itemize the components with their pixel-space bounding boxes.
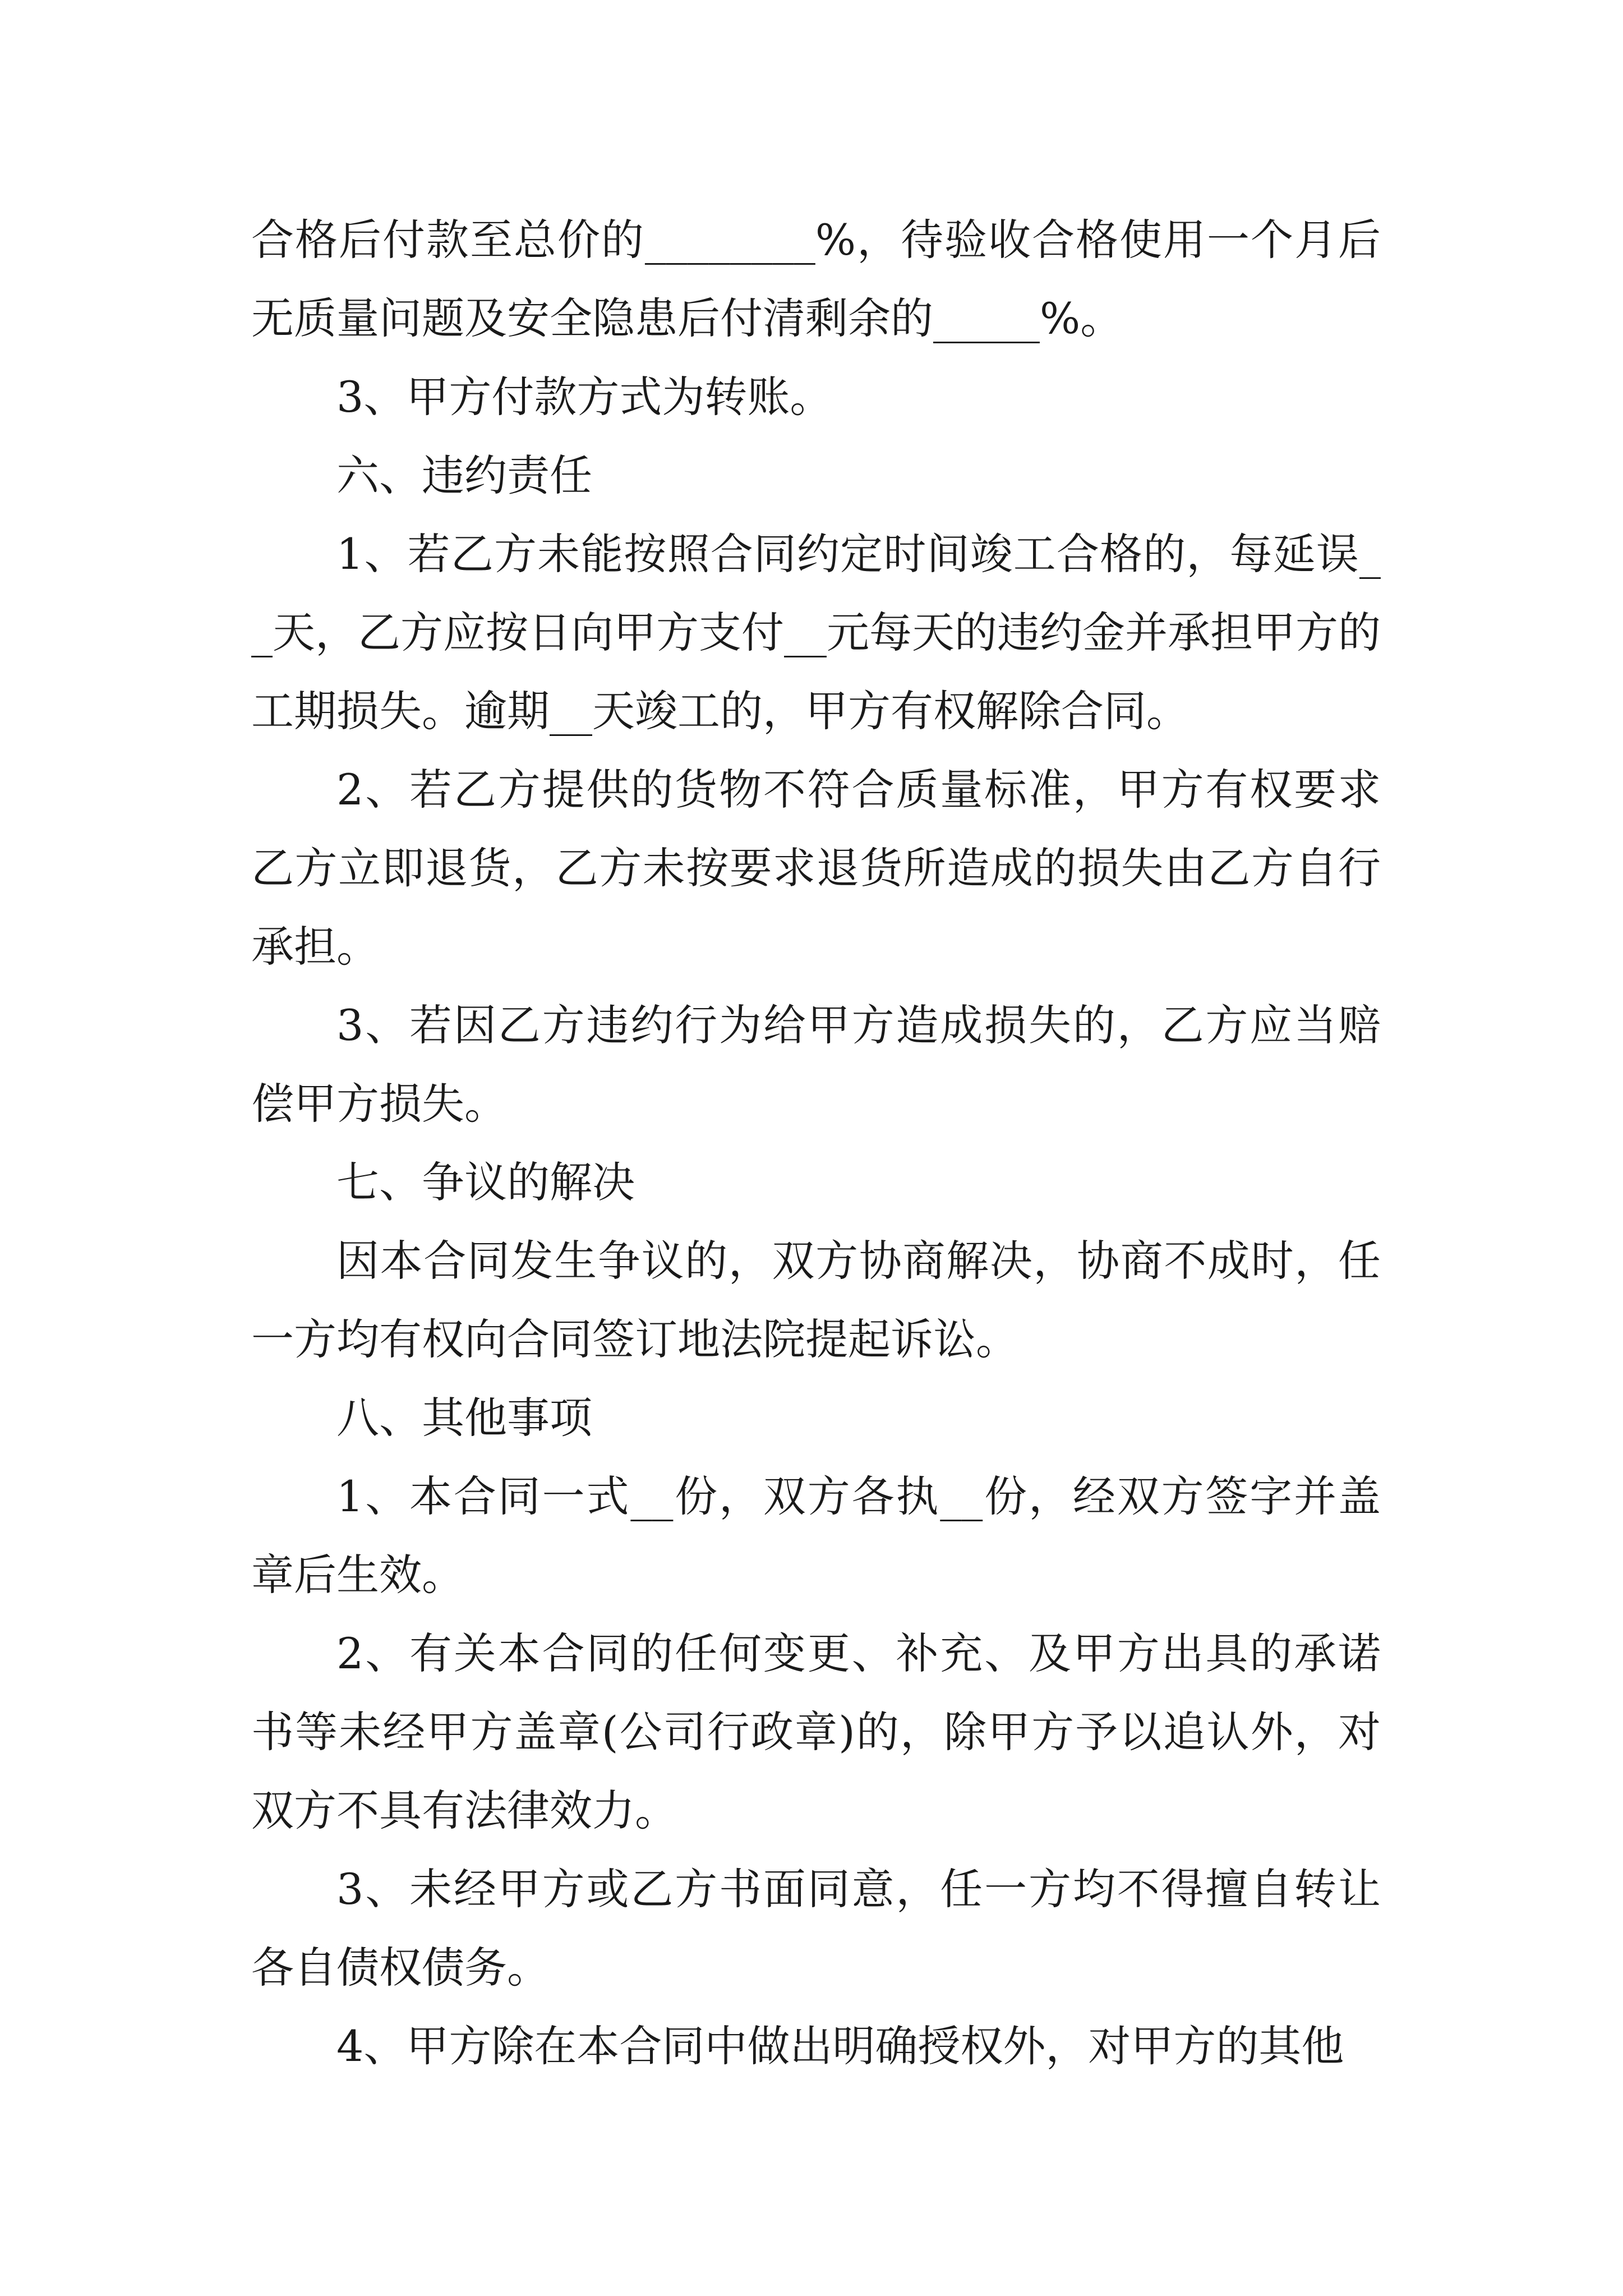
paragraph-loss-compensation: 3、若因乙方违约行为给甲方造成损失的，乙方应当赔偿甲方损失。: [251, 1000, 1381, 1129]
paragraph-authorization: 4、甲方除在本合同中做出明确授权外，对甲方的其他: [336, 2021, 1344, 2071]
paragraph-amendments: 2、有关本合同的任何变更、补充、及甲方出具的承诺书等未经甲方盖章(公司行政章)的，除甲方予以追认外，对双方不具有法律效力。: [251, 1628, 1381, 1835]
section-heading-other-matters: 八、其他事项: [336, 1393, 592, 1443]
paragraph-dispute-litigation: 因本合同发生争议的，双方协商解决，协商不成时，任一方均有权向合同签订地法院提起诉讼。: [251, 1236, 1381, 1364]
section-heading-dispute-resolution: 七、争议的解决: [336, 1157, 635, 1207]
paragraph-delay-penalty: 1、若乙方未能按照合同约定时间竣工合格的，每延误__天，乙方应按日向甲方支付__元每天的违约金并承担甲方的工期损失。逾期__天竣工的，甲方有权解除合同。: [251, 529, 1381, 736]
document-body: [251, 201, 1381, 2086]
section-heading-breach-liability: 六、违约责任: [336, 450, 592, 500]
paragraph-quality-return: 2、若乙方提供的货物不符合质量标准，甲方有权要求乙方立即退货，乙方未按要求退货所造成的损失由乙方自行承担。: [251, 765, 1381, 972]
paragraph-payment-method: 3、甲方付款方式为转账。: [336, 372, 833, 422]
paragraph-copies-effectiveness: 1、本合同一式__份，双方各执__份，经双方签字并盖章后生效。: [251, 1471, 1381, 1600]
paragraph-assignment: 3、未经甲方或乙方书面同意，任一方均不得擅自转让各自债权债务。: [251, 1864, 1381, 1993]
paragraph-payment-terms-continued: 合格后付款至总价的________%，待验收合格使用一个月后无质量问题及安全隐患后付清剩余的_____%。: [251, 215, 1381, 343]
